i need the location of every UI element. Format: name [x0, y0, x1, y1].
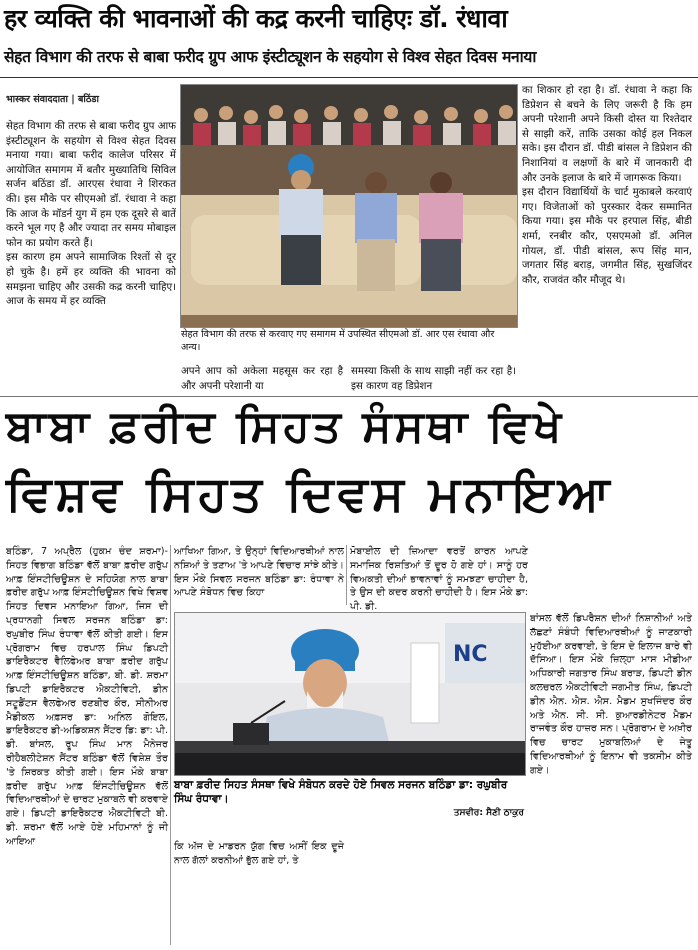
punjabi-column-3-top: ਮੋਬਾਈਲ ਦੀ ਜ਼ਿਆਦਾ ਵਰਤੋਂ ਕਾਰਨ ਆਪਣੇ ਸਮਾਜਿਕ ਰਿਸ਼ਤਿਆਂ ਤੋਂ ਦੂਰ ਹੋ ਗਏ ਹਾਂ। ਸਾਨੂੰ ਹਰ ਵਿਅਕਤੀ ਦੀਆਂ ਭਾਵਨਾਵਾਂ ਨੂੰ ਸਮਝਣਾ ਚਾਹੀਦਾ ਹੈ, ਤੇ ਉਸ ਦੀ ਕਦਰ ਕਰਨੀ ਚਾਹੀਦੀ ਹੈ। ਇਸ ਮੌਕੇ ਡਾ: ਪੀ. ਡੀ.	[350, 546, 528, 613]
punjabi-photo-caption: ਬਾਬਾ ਫ਼ਰੀਦ ਸਿਹਤ ਸੰਸਥਾ ਵਿਖੇ ਸੰਬੋਧਨ ਕਰਦੇ ਹੋਏ ਸਿਵਲ ਸਰਜਨ ਬਠਿੰਡਾ ਡਾ: ਰਘੁਬੀਰ ਸਿੰਘ ਰੰਧਾਵਾ।	[174, 779, 508, 805]
hindi-column-4: का शिकार हो रहा है। डॉ. रंधावा ने कहा कि डिप्रेशन से बचने के लिए जरूरी है कि हम अपनी परेशानी अपने किसी दोस्त या रिश्तेदार से साझी करें, ताकि उसका कोई हल निकल सके। इस दौरान डॉ. पीडी बांसल ने डिप्रेशन की निशानियां व लक्षणों के बारे में जानकारी दी और उनके इलाज के बारे में जागरूक किया। इस दौरान विद्यार्थियों के चार्ट मुकाबले करवाएं गए। विजेताओं को पुरस्कार देकर सम्मानित किया गया। इस मौके पर हरपाल सिंह, बीडी शर्मा, रनबीर कौर, एसएमओ डॉ. अनिल गोयल, डॉ. पीडी बांसल, रूप सिंह मान, जगतार सिंह बराड़, जगमीत सिंह, सुखजिंदर कौर, राजवंत कौर मौजूद थे।	[522, 85, 692, 286]
punjabi-column-2-bottom: ਕਿ ਅੱਜ ਦੇ ਮਾਡਰਨ ਯੁੱਗ ਵਿਚ ਅਸੀਂ ਇਕ ਦੂਜੇ ਨਾਲ ਗੱਲਾਂ ਕਰਨੀਆਂ ਭੁੱਲ ਗਏ ਹਾਂ, ਤੇ	[174, 841, 344, 866]
section-divider	[0, 396, 698, 397]
hindi-column-2-bottom: अपने आप को अकेला महसूस कर रहा है और अपनी परेशानी या	[181, 366, 343, 392]
hindi-photo-caption: सेहत विभाग की तरफ से करवाए गए समागम में उपस्थित सीएमओ डॉ. आर एस रंधावा और अन्य।	[181, 329, 495, 353]
punjabi-headline-line-2: ਵਿਸ਼ਵ ਸਿਹਤ ਦਿਵਸ ਮਨਾਇਆ	[6, 466, 614, 522]
hindi-column-1: सेहत विभाग की तरफ से बाबा फरीद ग्रुप आफ इंस्टीट्यूशन के सहयोग से विश्व सेहत दिवस मनाया गया। बाबा फरीद कालेज परिसर में आयोजित समागम में बतौर मुख्यातिथि सिविल सर्जन बठिंडा डॉ. आरएस रंधावा ने शिरकत की। इस मौके पर सीएमओ डॉ. रंधावा ने कहा कि आज के मॉडर्न युग में हम एक दूसरे से बातें करने भूल गए है और ज्यादा तर समय मोबाइल फोन का प्रयोग करते हैं। इस कारण हम अपने सामाजिक रिश्तों से दूर हो चुके है। हमें हर व्यक्ति की भावना को समझना चाहिए और उसकी कद्र करनी चाहिए। आज के समय में हर व्यक्ति	[6, 121, 176, 308]
hindi-column-3-bottom: समस्या किसी के साथ साझी नहीं कर रहा है। इस कारण वह डिप्रेशन	[351, 366, 516, 392]
divider	[0, 77, 698, 78]
hindi-subheadline: सेहत विभाग की तरफ से बाबा फरीद ग्रुप आफ इंस्टीट्यूशन के सहयोग से विश्व सेहत दिवस मनाया	[4, 48, 537, 66]
punjabi-column-3-right: ਬਾਂਸਲ ਵੱਲੋਂ ਡਿਪਰੈਸ਼ਨ ਦੀਆਂ ਨਿਸ਼ਾਨੀਆਂ ਅਤੇ ਲੱਛਣਾਂ ਸੰਬੰਧੀ ਵਿਦਿਆਰਥੀਆਂ ਨੂੰ ਜਾਣਕਾਰੀ ਮੁਹੱਈਆ ਕਰਵਾਈ, ਤੇ ਇਸ ਦੇ ਇਲਾਜ ਬਾਰੇ ਵੀ ਦੱਸਿਆ। ਇਸ ਮੌਕੇ ਜ਼ਿਲ੍ਹਾ ਮਾਸ ਮੀਡੀਆ ਅਧਿਕਾਰੀ ਜਗਤਾਰ ਸਿੰਘ ਬਰਾੜ, ਡਿਪਟੀ ਡੀਨ ਕਲਚਰਲ ਐਕਟੀਵਿਟੀ ਜਗਮੀਤ ਸਿੰਘ, ਡਿਪਟੀ ਡੀਨ ਐਨ. ਐਸ. ਐਸ. ਮੈਡਮ ਸੁਖਜਿੰਦਰ ਕੌਰ ਅਤੇ ਐਨ. ਸੀ. ਸੀ. ਕੁਆਰਡੀਨੇਟਰ ਮੈਡਮ ਰਾਜਵੰਤ ਕੌਰ ਹਾਜ਼ਰ ਸਨ। ਪ੍ਰੋਗਰਾਮ ਦੇ ਅਖ਼ੀਰ ਵਿਚ ਚਾਰਟ ਮੁਕਾਬਲਿਆਂ ਦੇ ਜੇਤੂ ਵਿਦਿਆਰਥੀਆਂ ਨੂੰ ਇਨਾਮ ਵੀ ਤਕਸੀਮ ਕੀਤੇ ਗਏ।	[530, 613, 692, 776]
column-divider	[346, 545, 347, 605]
punjabi-photo	[174, 612, 526, 776]
punjabi-column-1: ਬਠਿੰਡਾ, 7 ਅਪ੍ਰੈਲ (ਹੁਕਮ ਚੰਦ ਸ਼ਰਮਾ)- ਸਿਹਤ ਵਿਭਾਗ ਬਠਿੰਡਾ ਵੱਲੋਂ ਬਾਬਾ ਫ਼ਰੀਦ ਗਰੁੱਪ ਆਫ਼ ਇੰਸਟੀਚਿਊਸ਼ਨ ਦੇ ਸਹਿਯੋਗ ਨਾਲ ਬਾਬਾ ਫ਼ਰੀਦ ਗਰੁੱਪ ਆਫ਼ ਇੰਸਟੀਚਿਊਸ਼ਨ ਵਿਖੇ ਵਿਸ਼ਵ ਸਿਹਤ ਦਿਵਸ ਮਨਾਇਆ ਗਿਆ, ਜਿਸ ਦੀ ਪ੍ਰਧਾਨਗੀ ਸਿਵਲ ਸਰਜਨ ਬਠਿੰਡਾ ਡਾ: ਰਘੁਬੀਰ ਸਿੰਘ ਰੰਧਾਵਾ ਵੱਲੋਂ ਕੀਤੀ ਗਈ। ਇਸ ਪ੍ਰੋਗਰਾਮ ਵਿਚ ਹਰਪਾਲ ਸਿੰਘ ਡਿਪਟੀ ਡਾਇਰੈਕਟਰ ਵੈਲਿਫੇਅਰ ਬਾਬਾ ਫ਼ਰੀਦ ਗਰੁੱਪ ਆਫ਼ ਇੰਸਟੀਚਿਊਸ਼ਨ ਬਠਿੰਡਾ, ਬੀ. ਡੀ. ਸ਼ਰਮਾ ਡਿਪਟੀ ਡਾਇਰੈਕਟਰ ਐਕਟੀਵਿਟੀ, ਡੀਨ ਸਟੂਡੈਂਟਸ ਵੈਲਫੇਅਰ ਰਣਬੀਰ ਕੌਰ, ਸੀਨੀਅਰ ਮੈਡੀਕਲ ਅਫ਼ਸਰ ਡਾ: ਅਨਿਲ ਗੋਇਲ, ਡਾਇਰੈਕਟਰ ਡੀ-ਅਡਿਕਸ਼ਨ ਸੈਂਟਰ ਡਿ: ਡਾ: ਪੀ. ਡੀ. ਬਾਂਸਲ, ਰੂਪ ਸਿੰਘ ਮਾਨ ਮੈਨੇਜਰ ਰੀਹੈਬਲੀਟੇਸ਼ਨ ਸੈਂਟਰ ਬਠਿੰਡਾ ਵੱਲੋਂ ਵਿਸ਼ੇਸ਼ ਤੌਰ 'ਤੇ ਸ਼ਿਰਕਤ ਕੀਤੀ ਗਈ। ਇਸ ਮੌਕੇ ਬਾਬਾ ਫ਼ਰੀਦ ਗਰੁੱਪ ਆਫ਼ ਇੰਸਟੀਚਿਊਸ਼ਨ ਵੱਲੋਂ ਵਿਦਿਆਰਥੀਆਂ ਦੇ ਚਾਰਟ ਮੁਕਾਬਲੇ ਵੀ ਕਰਵਾਏ ਗਏ। ਡਿਪਟੀ ਡਾਇਰੈਕਟਰ ਐਕਟੀਵਿਟੀ ਬੀ. ਡੀ. ਸ਼ਰਮਾ ਵੱਲੋਂ ਆਏ ਹੋਏ ਮਹਿਮਾਨਾਂ ਨੂੰ ਜੀ ਆਇਆ	[6, 546, 168, 847]
hindi-headline: हर व्यक्ति की भावनाओं की कद्र करनी चाहिएः डॉ. रंधावा	[4, 4, 508, 33]
column-divider	[170, 545, 171, 945]
hindi-byline: भास्कर संवाददाता | बठिंडा	[6, 94, 99, 105]
seminar-photo-illustration	[181, 85, 517, 327]
svg-text:NC: NC	[453, 642, 488, 667]
punjabi-photo-credit: ਤਸਵੀਰ: ਸੈਣੀ ਠਾਕੁਰ	[453, 808, 524, 818]
speaker-photo-illustration	[175, 613, 525, 775]
punjabi-column-2-top: ਆਖਿਆ ਗਿਆ, ਤੇ ਉਨ੍ਹਾਂ ਵਿਦਿਆਰਥੀਆਂ ਨਾਲ ਨਸ਼ਿਆਂ ਤੇ ਤਣਾਅ 'ਤੇ ਆਪਣੇ ਵਿਚਾਰ ਸਾਂਝੇ ਕੀਤੇ। ਇਸ ਮੌਕੇ ਸਿਵਲ ਸਰਜਨ ਬਠਿੰਡਾ ਡਾ: ਰੰਧਾਵਾ ਨੇ ਆਪਣੇ ਸੰਬੋਧਨ ਵਿਚ ਕਿਹਾ	[174, 546, 344, 599]
punjabi-headline-line-1: ਬਾਬਾ ਫ਼ਰੀਦ ਸਿਹਤ ਸੰਸਥਾ ਵਿਖੇ	[6, 401, 565, 452]
hindi-photo	[180, 84, 518, 328]
